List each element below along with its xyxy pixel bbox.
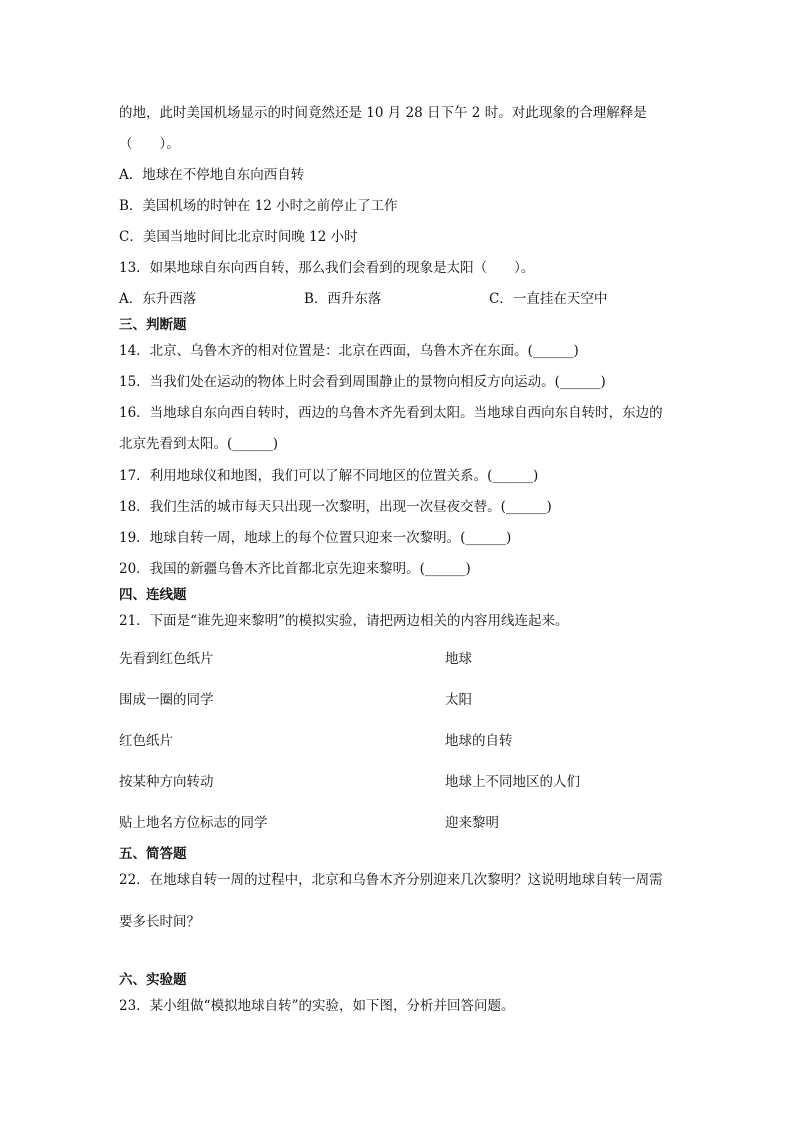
q12-option-c: C．美国当地时间比北京时间晚 12 小时 [119,229,358,245]
q19: 19．地球自转一周，地球上的每个位置只迎来一次黎明。(______) [119,530,512,546]
q15: 15．当我们处在运动的物体上时会看到周围静止的景物向相反方向运动。(______) [119,374,606,390]
q14: 14．北京、乌鲁木齐的相对位置是：北京在西面，乌鲁木齐在东面。(______) [119,343,579,359]
section4-heading: 四、连线题 [119,587,187,603]
q23-stem: 23．某小组做“模拟地球自转”的实验，如下图，分析并回答问题。 [119,998,515,1014]
q20: 20．我国的新疆乌鲁木齐比首都北京先迎来黎明。(______) [119,561,471,577]
match-left-item: 红色纸片 [119,733,173,749]
q16-line1: 16．当地球自东向西自转时，西边的乌鲁木齐先看到太阳。当地球自西向东自转时，东边的 [119,405,663,421]
match-left-item: 按某种方向转动 [119,774,214,790]
q13-option-c: C．一直挂在天空中 [489,291,608,307]
q17: 17．利用地球仪和地图，我们可以了解不同地区的位置关系。(______) [119,468,539,484]
q22-line1: 22．在地球自转一周的过程中，北京和乌鲁木齐分别迎来几次黎明？这说明地球自转一周需 [119,872,663,888]
section6-heading: 六、实验题 [119,972,187,988]
section5-heading: 五、简答题 [119,846,187,862]
section3-heading: 三、判断题 [119,317,187,333]
q22-line2: 要多长时间？ [119,914,200,930]
q16-line2: 北京先看到太阳。(______) [119,436,279,452]
match-left-item: 贴上地名方位标志的同学 [119,815,268,831]
match-right-item: 地球 [445,651,472,667]
match-right-item: 地球上不同地区的人们 [445,774,580,790]
match-right-item: 迎来黎明 [445,815,499,831]
q13-stem: 13．如果地球自东向西自转，那么我们会看到的现象是太阳（ ）。 [119,260,535,276]
q13-option-a: A．东升西落 [119,291,197,307]
q21-stem: 21．下面是“谁先迎来黎明”的模拟实验，请把两边相关的内容用线连起来。 [119,613,569,629]
match-right-item: 太阳 [445,692,472,708]
match-left-item: 先看到红色纸片 [119,651,214,667]
q12-stem-line1: 的地，此时美国机场显示的时间竟然还是 10 月 28 日下午 2 时。对此现象的合理解释是 [119,105,647,121]
q12-stem-line2: （ ）。 [119,136,180,152]
q18: 18．我们生活的城市每天只出现一次黎明，出现一次昼夜交替。(______) [119,499,552,515]
match-left-item: 围成一圈的同学 [119,692,214,708]
match-right-item: 地球的自转 [445,733,513,749]
q12-option-b: B．美国机场的时钟在 12 小时之前停止了工作 [119,198,398,214]
q12-option-a: A．地球在不停地自东向西自转 [119,167,305,183]
q13-option-b: B．西升东落 [304,291,382,307]
